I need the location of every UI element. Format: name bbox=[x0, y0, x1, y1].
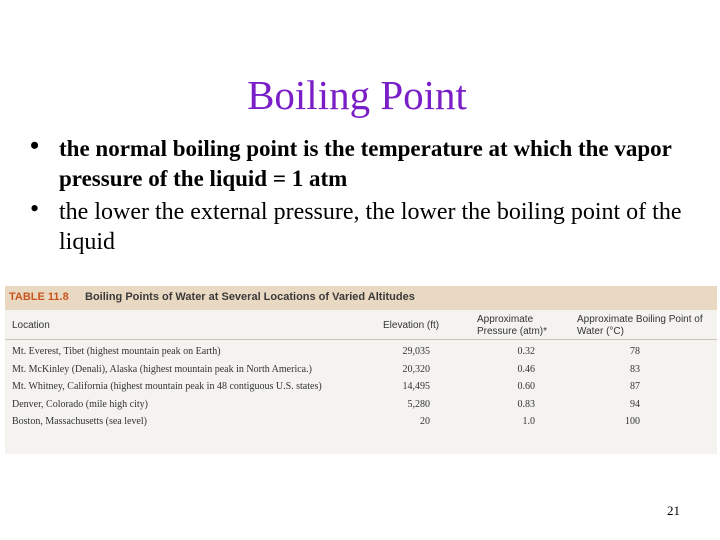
cell-pressure: 1.0 bbox=[522, 416, 535, 427]
boiling-points-table bbox=[5, 286, 717, 454]
table-label: TABLE 11.8 bbox=[9, 291, 69, 303]
table-header-row bbox=[5, 310, 717, 340]
cell-elevation: 20,320 bbox=[402, 363, 430, 375]
cell-elevation: 14,495 bbox=[402, 381, 430, 392]
cell-elevation: 20 bbox=[420, 416, 430, 427]
cell-location: Mt. Everest, Tibet (highest mountain peak on Earth) bbox=[12, 346, 221, 357]
table-row bbox=[5, 399, 717, 417]
cell-location: Boston, Massachusetts (sea level) bbox=[12, 416, 147, 427]
column-header-location: Location bbox=[12, 320, 50, 331]
cell-boiling-point: 94 bbox=[630, 398, 640, 410]
cell-boiling-point: 78 bbox=[630, 346, 640, 357]
table-caption-bar bbox=[5, 286, 717, 310]
page-number: 21 bbox=[667, 503, 680, 518]
table-row bbox=[5, 416, 717, 434]
cell-pressure: 0.46 bbox=[517, 363, 535, 375]
table-body bbox=[5, 346, 717, 434]
cell-boiling-point: 100 bbox=[625, 416, 640, 427]
table-caption: Boiling Points of Water at Several Locations of Varied Altitudes bbox=[85, 291, 415, 303]
cell-location: Mt. McKinley (Denali), Alaska (highest mountain peak in North America.) bbox=[12, 363, 312, 375]
bullet-marker: • bbox=[30, 194, 40, 223]
slide-title: Boiling Point bbox=[247, 72, 467, 118]
cell-location: Mt. Whitney, California (highest mountain peak in 48 contiguous U.S. states) bbox=[12, 381, 322, 392]
column-header-elevation: Elevation (ft) bbox=[383, 320, 440, 331]
cell-elevation: 5,280 bbox=[407, 398, 430, 410]
bullet-text: the normal boiling point is the temperature at which the vapor pressure of the liquid = 1 atm bbox=[59, 136, 672, 191]
table-row bbox=[5, 364, 717, 382]
cell-pressure: 0.32 bbox=[517, 346, 535, 357]
cell-pressure: 0.60 bbox=[517, 381, 535, 392]
table-row bbox=[5, 346, 717, 364]
cell-pressure: 0.83 bbox=[517, 398, 535, 410]
table-row bbox=[5, 381, 717, 399]
column-header-pressure: Approximate Pressure (atm)* bbox=[477, 314, 548, 337]
bullet-item bbox=[30, 194, 710, 257]
cell-boiling-point: 83 bbox=[630, 363, 640, 375]
bullet-marker: • bbox=[30, 131, 40, 160]
column-header-boiling-point: Approximate Boiling Point of Water (°C) bbox=[577, 314, 703, 337]
bullet-text: the lower the external pressure, the lower the boiling point of the liquid bbox=[59, 199, 682, 255]
bullet-item bbox=[30, 131, 710, 194]
cell-elevation: 29,035 bbox=[402, 346, 430, 357]
bullet-list bbox=[30, 131, 710, 260]
cell-boiling-point: 87 bbox=[630, 381, 640, 392]
cell-location: Denver, Colorado (mile high city) bbox=[12, 398, 148, 410]
